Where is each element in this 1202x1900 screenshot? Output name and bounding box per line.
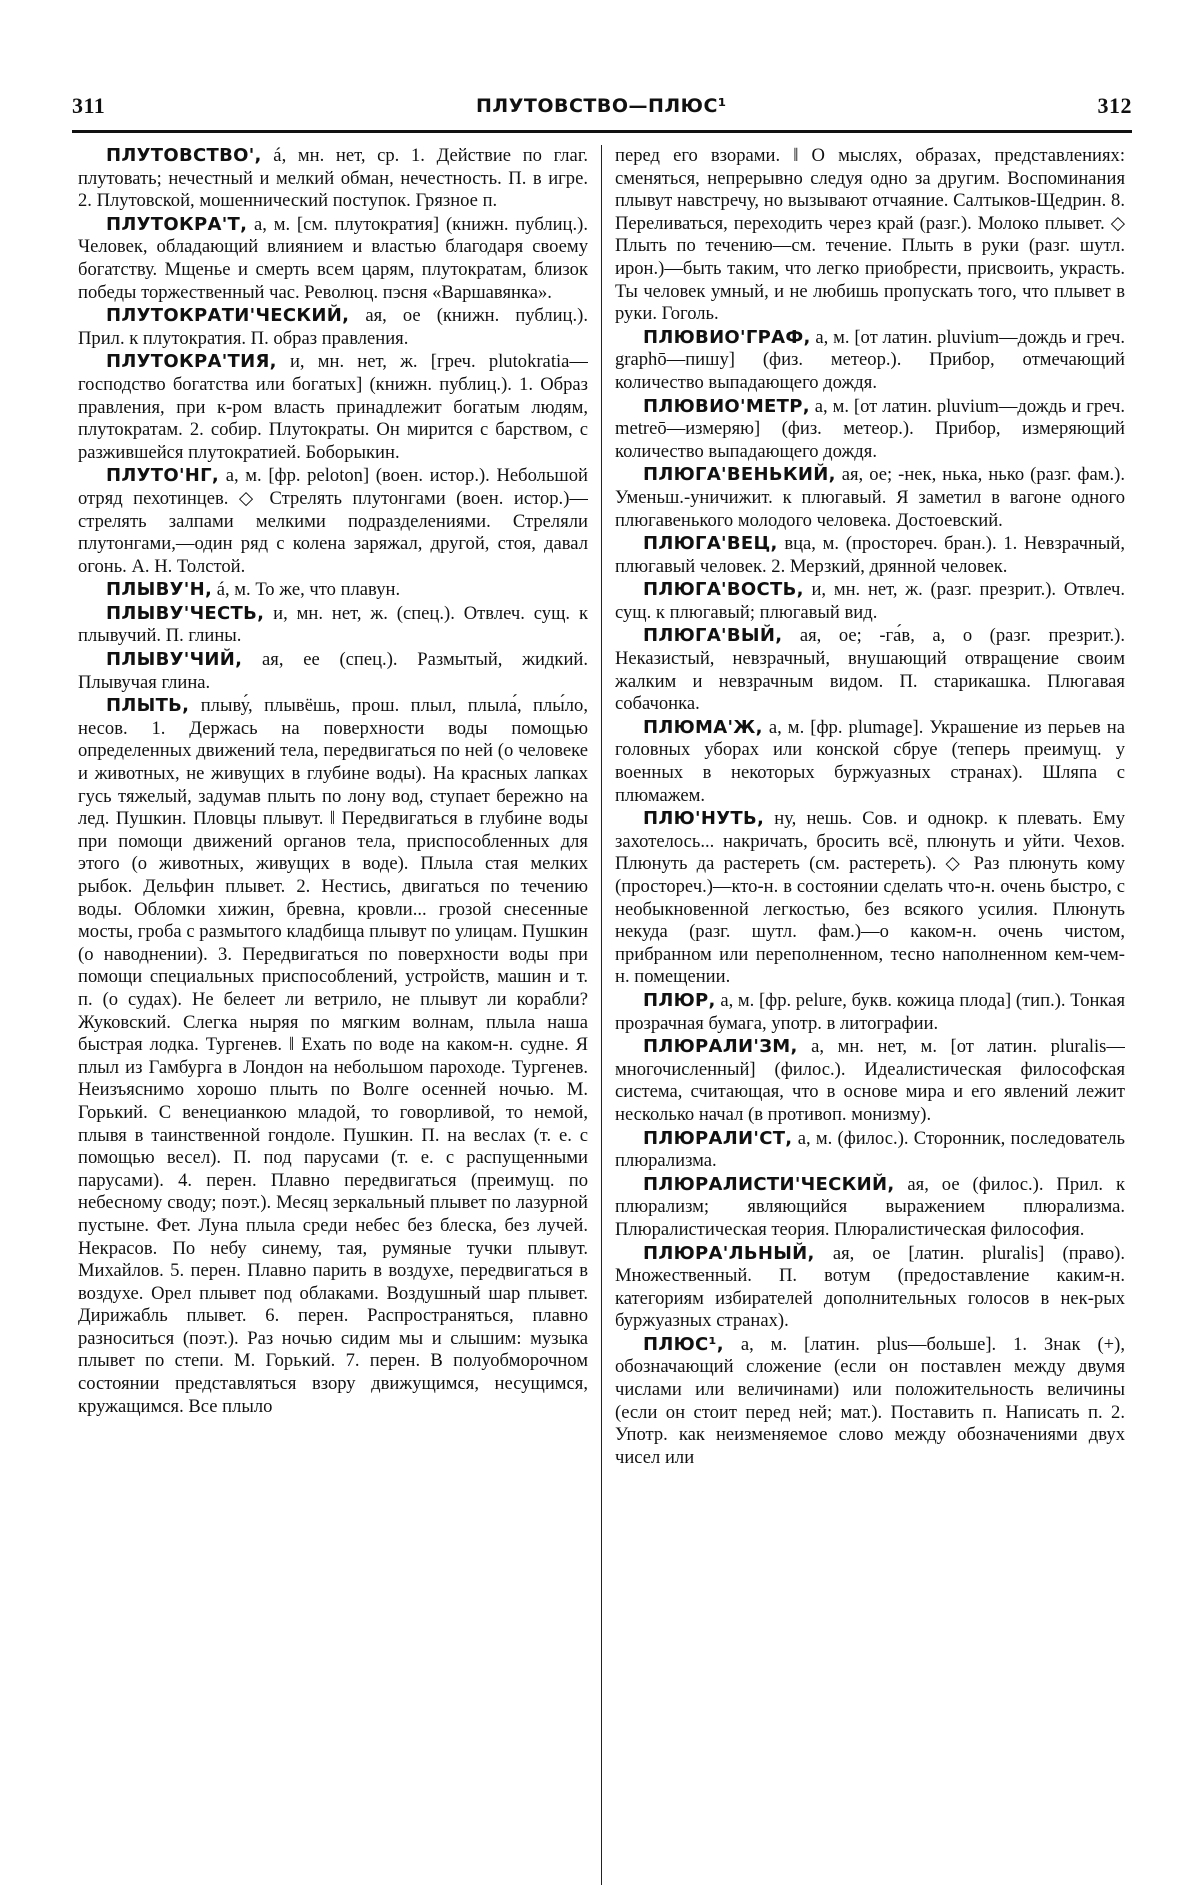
dictionary-entry [78, 579, 588, 602]
dictionary-entry [615, 1036, 1125, 1126]
dictionary-entry [615, 579, 1125, 624]
entry-headword: ПЛУТОКРАТИ'ЧЕСКИЙ, [106, 305, 350, 327]
dictionary-entry [615, 1128, 1125, 1173]
entry-headword: ПЛЮГА'ВЕНЬКИЙ, [643, 464, 836, 486]
dictionary-entry [615, 327, 1125, 395]
entry-headword: ПЛУТОКРА'ТИЯ, [106, 351, 277, 373]
entry-headword: ПЛЮВИО'ГРАФ, [643, 326, 811, 348]
entry-headword: ПЛЮРАЛИ'СТ, [643, 1127, 793, 1149]
entry-headword: ПЛУТОКРА'Т, [106, 213, 248, 235]
dictionary-entry [78, 695, 588, 1418]
entry-headword: ПЛУТО'НГ, [106, 465, 220, 487]
dictionary-entry [615, 625, 1125, 715]
entry-headword: ПЛЫВУ'ЧЕСТЬ, [106, 602, 265, 624]
dictionary-entry [78, 465, 588, 578]
entry-definition: ая, ое; -нек, нька, нько (разг. фам.). Уменьш.-уничижит. к плюгавый. Я заметил в вагоне одного плюгавенького молодого человека. Достоевский. [615, 464, 1125, 531]
entry-definition: а, м. [фр. peloton] (воен. истор.). Небольшой отряд пехотинцев. ◇ Стрелять плутонгами (воен. истор.)—стрелять залпами мелкими подразделениями. Стреляли плутонгами,—один ряд с колена заряжал, другой, стоя, давал огонь. А. Н. Толстой. [78, 465, 588, 577]
column-divider [601, 145, 602, 1885]
entry-headword: ПЛУТОВСТВО', [106, 145, 262, 166]
entry-headword: ПЛЮР, [643, 989, 716, 1011]
entry-headword: ПЛЮРАЛИ'ЗМ, [643, 1036, 798, 1058]
entry-definition: и, мн. нет, ж. (разг. презрит.). Отвлеч. сущ. к плюгавый; плюгавый вид. [615, 579, 1125, 623]
entry-definition: ая, ое (филос.). Прил. к плюрализм; являющийся выражением плюрализма. Плюралистическая теория. Плюралистическая философия. [615, 1173, 1125, 1240]
dictionary-entry [615, 145, 1125, 326]
entry-definition: а, м. (филос.). Сторонник, последователь плюрализма. [615, 1127, 1125, 1172]
entry-definition: á, мн. нет, ср. 1. Действие по глаг. плутовать; нечестный и мелкий обман, нечестность. П. в игре. 2. Плутовской, мошеннический поступок. Грязное п. [78, 145, 588, 212]
entry-definition: перед его взорами. ‖ О мыслях, образах, представлениях: сменяться, непрерывно следуя одно за другим. Воспоминания плывут навстречу, но вызывают отчаяние. Салтыков-Щедрин. 8. Переливаться, переходить через край (разг.). Молоко плывет. ◇ Плыть по течению—см. течение. Плыть в руки (разг. шутл. ирон.)—быть таким, что легко приобрести, присвоить, украсть. Ты человек умный, и не любишь пропускать того, что плывет в руки. Гоголь. [615, 145, 1125, 325]
entry-headword: ПЛЫТЬ, [106, 695, 190, 717]
dictionary-entry [78, 145, 588, 213]
dictionary-entry [615, 464, 1125, 532]
dictionary-entry [615, 808, 1125, 989]
entry-definition: ая, ое (книжн. публиц.). Прил. к плутократия. П. образ правления. [78, 305, 588, 349]
entry-definition: ая, ое; -га́в, а, о (разг. презрит.). Неказистый, невзрачный, внушающий отвращение своим жалким и невзрачным видом. П. старикашка. Плюгавая собачонка. [615, 625, 1125, 715]
entry-definition: и, мн. нет, ж. [греч. plutokratia—господство богатства или богатых] (книжн. публиц.). 1. Образ правления, при к-ром власть принадлежит богатым людям, плутократам. 2. собир. Плутократы. Он мирится с барством, с разжившейся плутократией. Боборыкин. [78, 351, 588, 463]
entry-definition: а, м. [от латин. pluvium—дождь и греч. metreō—измеряю] (физ. метеор.). Прибор, измеряющий количество выпадающего дождя. [615, 395, 1125, 462]
running-title: ПЛУТОВСТВО—ПЛЮС¹ [476, 95, 727, 117]
entry-definition: а, м. [фр. plumage]. Украшение из перьев на головных уборах или конской сбруе (теперь преимущ. у военных в некоторых буржуазных странах). Шляпа с плюмажем. [615, 716, 1125, 806]
dictionary-entry [615, 1334, 1125, 1470]
dictionary-entry [78, 351, 588, 464]
entry-definition: ая, ее (спец.). Размытый, жидкий. Плывучая глина. [78, 649, 588, 693]
entry-definition: а, м. [фр. pelure, букв. кожица плода] (тип.). Тонкая прозрачная бумага, употр. в литографии. [615, 989, 1125, 1034]
left-column [78, 145, 588, 1885]
dictionary-entry [615, 533, 1125, 578]
dictionary-entry [615, 717, 1125, 807]
entry-headword: ПЛЫВУ'Н, [106, 579, 213, 601]
dictionary-entry [78, 305, 588, 350]
right-column [615, 145, 1125, 1885]
page-number-right: 312 [1097, 93, 1132, 118]
entry-headword: ПЛЮГА'ВОСТЬ, [643, 579, 804, 601]
entry-definition: вца, м. (простореч. бран.). 1. Невзрачный, плюгавый человек. 2. Мерзкий, дрянной человек. [615, 533, 1125, 577]
page-header [72, 86, 1132, 126]
entry-definition: á, м. То же, что плавун. [212, 579, 401, 601]
entry-definition: ну, нешь. Сов. и однокр. к плевать. Ему захотелось... накричать, бросить всё, плюнуть и уйти. Чехов. Плюнуть да растереть (см. растереть). ◇ Раз плюнуть кому (простореч.)—кто-н. в состоянии сделать что-н. очень быстро, с необыкновенной легкостью, без всякого усилия. Плюнуть некуда (разг. шутл. фам.)—о каком-н. очень чистом, прибранном или переполненном, тесно наполненном кем-чем-н. помещении. [615, 808, 1125, 988]
dictionary-entry [78, 214, 588, 304]
entry-definition: плыву́, плывёшь, прош. плыл, плыла́, плы́ло, несов. 1. Держась на поверхности воды помощью определенных движений тела, передвигаться по ней (о человеке и животных, не живущих в глубине воды). На красных лапках гусь тяжелый, задумав плыть по лону вод, ступает бережно на лед. Пушкин. Пловцы плывут. ‖ Передвигаться в глубине воды при помощи движений органов тела, приспособленных для этого (о животных, живущих в воде). Плыла стая мелких рыбок. Дельфин плывет. 2. Нестись, двигаться по течению воды. Обломки хижин, бревна, кровли... грозой снесенные мосты, гроба с размытого кладбища плывут по улицам. Пушкин (о наводнении). 3. Передвигаться по поверхности воды при помощи специальных приспособлений, устройств, машин и т. п. (о судах). Не белеет ли ветрило, не плывут ли корабли? Жуковский. Слегка ныряя по мягким волнам, плыла наша быстрая лодка. Тургенев. ‖ Ехать по воде на каком-н. судне. Я плыл из Гамбурга в Лондон на небольшом пароходе. Тургенев. Неизъяснимо хорошо плыть по Волге осенней ночью. М. Горький. С венецианкою младой, то говорливой, то немой, плывя в таинственной гондоле. Пушкин. П. на веслах (т. е. с помощью весел). П. под парусами (т. е. с распущенными парусами). 4. перен. Плавно передвигаться (преимущ. по небесному своду; поэт.). Месяц зеркальный плывет по лазурной пустыне. Фет. Луна плыла среди небес без блеска, без лучей. Некрасов. По небу синему, тая, румяные тучки плывут. Михайлов. 5. перен. Плавно парить в воздухе, передвигаться в воздухе. Орел плывет под облаками. Воздушный шар плывет. Дирижабль плывет. 6. перен. Распространяться, плавно разноситься (поэт.). Раз ночью сидим мы и слышим: музыка плывет по степи. М. Горький. 7. перен. В полуобморочном состоянии представляться взору движущимся, несущимся, кружащимся. Все плыло [78, 695, 588, 1417]
entry-definition: а, м. [см. плутократия] (книжн. публиц.). Человек, обладающий влиянием и властью благодаря своему богатству. Мщенье и смерть всем царям, плутократам, близок победы торжественный час. Революц. пэсня «Варшавянка». [78, 213, 588, 303]
dictionary-entry [78, 649, 588, 694]
entry-headword: ПЛЮРАЛИСТИ'ЧЕСКИЙ, [643, 1173, 895, 1195]
dictionary-entry [615, 990, 1125, 1035]
dictionary-entry [615, 1174, 1125, 1242]
entry-headword: ПЛЮВИО'МЕТР, [643, 395, 810, 417]
entry-headword: ПЛЮГА'ВЕЦ, [643, 533, 778, 555]
header-rule [72, 130, 1132, 133]
entry-headword: ПЛЮ'НУТЬ, [643, 808, 765, 830]
dictionary-entry [78, 603, 588, 648]
dictionary-entry [615, 396, 1125, 464]
entry-headword: ПЛЫВУ'ЧИЙ, [106, 649, 243, 671]
entry-headword: ПЛЮРА'ЛЬНЫЙ, [643, 1242, 815, 1264]
entry-headword: ПЛЮС¹, [643, 1333, 724, 1355]
entry-definition: а, м. [латин. plus—больше]. 1. Знак (+), обозначающий сложение (если он поставлен между двумя числами или величинами) или положительность величины (если он стоит перед ней; мат.). Поставить п. Написать п. 2. Употр. как неизменяемое слово между обозначениями двух чисел или [615, 1333, 1125, 1468]
dictionary-entry [615, 1243, 1125, 1333]
page-number-left: 311 [72, 93, 106, 118]
entry-definition: а, мн. нет, м. [от латин. pluralis—многочисленный] (филос.). Идеалистическая философская система, считающая, что в основе мира и его явлений лежит несколько начал (в противоп. монизму). [615, 1036, 1125, 1125]
entry-definition: и, мн. нет, ж. (спец.). Отвлеч. сущ. к плывучий. П. глины. [78, 602, 588, 647]
entry-headword: ПЛЮГА'ВЫЙ, [643, 625, 783, 647]
entry-definition: а, м. [от латин. pluvium—дождь и греч. graphō—пишу] (физ. метеор.). Прибор, отмечающий количество выпадающего дождя. [615, 326, 1125, 393]
entry-headword: ПЛЮМА'Ж, [643, 716, 763, 738]
entry-definition: ая, ое [латин. pluralis] (право). Множественный. П. вотум (предоставление каким-н. категориям избирателей дополнительных голосов в нек-рых буржуазных странах). [615, 1242, 1125, 1332]
